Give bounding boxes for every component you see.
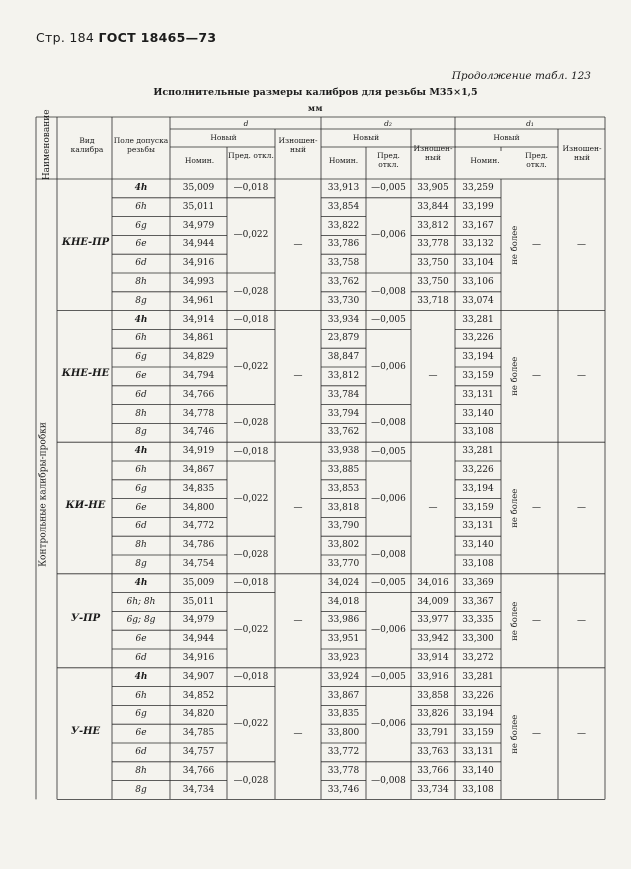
d-deviation: —0,022 [233,719,269,730]
col-d-dev [227,152,275,161]
d1-nominal: 33,131 [462,747,494,757]
col-d-nominal: Номин. [184,156,215,165]
d2-deviation: —0,006 [371,493,406,504]
tolerance-cell: 6d [135,389,147,400]
d2-nominal: 33,730 [327,295,360,306]
d2-worn: 33,858 [417,690,449,701]
d-nominal: 34,993 [182,277,215,287]
col-tol [113,137,169,154]
tolerance-cell: 8h [135,408,147,419]
d2-deviation: —0,005 [371,315,406,325]
d-worn-dash: — [293,239,303,250]
d1-nominal: 33,131 [462,521,494,532]
d1-nominal: 33,226 [462,690,494,701]
d-nominal: 34,772 [182,521,215,532]
d-nominal: 35,011 [182,596,215,607]
d2-nominal: 33,835 [327,709,360,720]
gauge-kind: У-НЕ [70,725,101,737]
d2-nominal: 33,762 [327,277,360,287]
table-continuation: Продолжение табл. 123 [451,70,591,82]
d2-worn: 33,916 [417,671,449,682]
tolerance-cell: 8g [135,427,147,438]
col-d1: d₁ [526,119,534,128]
col-d-worn [275,137,321,154]
d-nominal: 34,944 [182,634,215,645]
d-nominal: 34,979 [182,615,215,626]
d-deviation: —0,022 [233,362,269,372]
d-nominal: 34,916 [182,258,215,269]
d1-nominal: 33,108 [462,427,494,438]
tolerance-cell: 4h [134,577,148,588]
d1-nominal: 33,226 [462,333,494,344]
standard-code: ГОСТ 18465—73 [98,30,217,45]
col-d1-dev-label: Пред. откл. [525,151,548,169]
d2-nominal: 33,818 [327,502,360,513]
d-nominal: 34,754 [182,559,215,569]
tolerance-cell: 8g [135,784,147,795]
tolerance-cell: 6g [135,483,147,494]
d1-nominal: 33,272 [462,653,494,663]
d2-nominal: 33,854 [327,201,360,212]
d2-worn-dash: — [428,371,438,382]
d2-nominal: 33,951 [327,634,360,645]
table-title: Исполнительные размеры калибров для резьбы М35×1,5 [153,87,478,98]
d2-worn: 33,826 [417,709,449,720]
d2-deviation: —0,005 [371,446,406,457]
d2-nominal: 23,879 [327,333,360,344]
d2-nominal: 33,867 [327,690,360,701]
d-nominal: 34,979 [182,220,215,231]
d1-nominal: 33,335 [462,615,494,626]
tolerance-cell: 4h [134,183,148,193]
d2-nominal: 33,786 [327,239,360,250]
d-deviation: —0,018 [233,578,269,589]
d1-nominal: 33,108 [462,559,494,569]
tolerance-cell: 6e [135,502,147,513]
d2-nominal: 33,794 [327,408,360,419]
not-more-label: не более [509,714,520,754]
d2-worn: 33,766 [417,765,449,776]
d2-deviation: —0,005 [371,578,406,589]
d-deviation: —0,028 [233,418,269,429]
d1-nominal: 33,199 [462,201,494,212]
d2-nominal: 33,770 [327,559,360,569]
d2-nominal: 33,778 [327,765,360,776]
col-name: Наименование [41,109,52,181]
tolerance-cell: 6g [135,709,147,720]
d1-deviation-dash: — [532,503,541,513]
col-d: d [243,119,249,128]
d2-worn: 33,763 [417,747,449,757]
d1-nominal: 33,106 [462,277,494,287]
d2-deviation: —0,006 [371,625,406,636]
d1-nominal: 33,131 [462,389,494,400]
d2-nominal: 33,812 [327,371,360,381]
d1-worn-dash: — [577,239,586,250]
d-deviation: —0,018 [233,672,269,683]
d2-nominal: 33,986 [327,615,360,626]
d-nominal: 34,778 [182,408,215,419]
col-tol-label: Поле допуска резьбы [113,136,169,154]
col-d1-dev [515,152,558,169]
col-d-new: Новый [210,133,237,142]
d-nominal: 34,867 [182,465,215,475]
d-nominal: 34,852 [182,690,215,701]
tolerance-cell: 6e [135,239,147,250]
d2-nominal: 33,762 [327,427,360,438]
d-nominal: 34,919 [182,446,215,457]
d-nominal: 34,820 [182,709,215,720]
tolerance-cell: 4h [134,446,148,457]
d2-nominal: 33,938 [327,446,360,457]
d2-worn: 33,942 [417,634,449,645]
col-d2-nominal: Номин. [328,156,359,165]
tolerance-cell: 8g [135,559,147,569]
d1-nominal: 33,140 [462,765,494,776]
tolerance-cell: 6e [135,634,147,645]
tolerance-cell: 4h [134,314,148,325]
d-deviation: —0,018 [233,446,269,457]
d2-deviation: —0,008 [371,418,406,429]
d-worn-dash: — [293,503,303,513]
d1-deviation-dash: — [532,615,541,626]
d-nominal: 34,766 [182,389,215,400]
col-d1-nominal: Номин. [470,156,500,165]
d-nominal: 34,944 [182,239,215,250]
d1-nominal: 33,281 [462,446,494,457]
col-d2: d₂ [384,119,392,128]
gauge-kind: КИ-НЕ [65,500,106,511]
d2-deviation: —0,005 [371,672,406,683]
tolerance-cell: 6h [135,465,147,475]
d2-worn: 33,750 [417,258,449,269]
d-nominal: 35,009 [182,183,215,193]
d1-nominal: 33,132 [462,239,494,250]
d-nominal: 34,786 [182,540,215,551]
page-number: Стр. 184 [36,30,95,45]
d2-nominal: 33,802 [327,540,360,551]
d1-nominal: 33,159 [462,728,494,739]
d2-worn: 33,977 [417,615,449,626]
d2-deviation: —0,008 [371,286,406,297]
d1-nominal: 33,140 [462,540,494,551]
tolerance-cell: 8h [135,540,147,551]
d-worn-dash: — [293,371,303,382]
d-nominal: 34,907 [182,671,215,682]
tolerance-cell: 6h; 8h [126,596,156,607]
col-kind-label: Вид калибра [70,136,104,154]
d-nominal: 34,794 [182,371,215,381]
d2-nominal: 33,772 [327,747,360,757]
d-nominal: 35,009 [182,577,215,588]
unit-label: мм [308,103,323,113]
tolerance-cell: 6h [135,201,147,212]
d1-nominal: 33,194 [462,483,494,494]
d-nominal: 34,757 [182,747,215,757]
d2-nominal: 33,934 [327,314,360,325]
d1-deviation-dash: — [532,371,541,382]
d1-nominal: 33,300 [462,634,494,645]
d-nominal: 34,835 [182,483,215,494]
col-d2-dev [366,152,411,169]
d2-deviation: —0,006 [371,230,406,241]
d-worn-dash: — [293,728,303,739]
d-nominal: 34,800 [182,502,215,513]
d-nominal: 34,829 [182,352,215,363]
d1-nominal: 33,281 [462,671,494,682]
tolerance-cell: 4h [134,671,148,682]
tolerance-cell: 8h [135,277,147,287]
d1-nominal: 33,074 [462,295,494,306]
d2-worn: 33,812 [417,220,449,231]
d2-nominal: 33,822 [327,220,360,231]
gauge-kind: У-ПР [70,612,101,624]
d-deviation: —0,022 [233,493,269,504]
gauge-kind: КНЕ-НЕ [61,368,110,380]
d1-nominal: 33,108 [462,784,494,795]
col-d2-dev-label: Пред. откл. [377,151,400,169]
d-nominal: 34,734 [182,784,215,795]
col-kind [62,137,112,154]
tolerance-cell: 6h [135,333,147,344]
d2-deviation: —0,006 [371,362,406,372]
d2-nominal: 38,847 [327,352,360,363]
d2-worn: 33,844 [417,201,449,212]
not-more-label: не более [509,601,520,641]
tolerance-cell: 6e [135,371,147,381]
col-d1-worn [558,145,606,162]
tolerance-cell: 6h [135,690,147,701]
d2-worn: 33,905 [417,183,449,193]
col-d2-worn-label: Изношен-ный [413,144,453,162]
d-deviation: —0,022 [233,625,269,636]
d-nominal: 34,766 [182,765,215,776]
d-nominal: 34,746 [182,427,215,438]
tolerance-cell: 8h [135,765,147,776]
d2-deviation: —0,006 [371,719,406,730]
d1-nominal: 33,194 [462,709,494,720]
col-d2-new: Новый [352,133,380,142]
d2-nominal: 34,018 [327,596,360,607]
d2-deviation: —0,008 [371,775,406,786]
d-deviation: —0,018 [233,183,269,194]
d2-worn: 33,750 [417,277,449,287]
d1-nominal: 33,226 [462,465,494,475]
col-d1-worn-label: Изношен-ный [562,144,602,162]
tolerance-cell: 6e [135,728,147,739]
d-deviation: —0,028 [233,286,269,297]
tolerance-cell: 6g [135,220,147,231]
d2-worn: 33,914 [417,653,449,663]
d2-worn-dash: — [428,503,438,513]
d2-nominal: 33,885 [327,465,360,475]
d2-nominal: 33,924 [327,671,360,682]
tolerance-cell: 6d [135,521,147,532]
d1-worn-dash: — [577,371,586,382]
d2-nominal: 33,790 [327,521,360,532]
d2-deviation: —0,005 [371,183,406,194]
gauge-kind: КНЕ-ПР [61,236,110,248]
d1-worn-dash: — [577,728,586,739]
d1-nominal: 33,369 [462,577,494,588]
d-nominal: 34,914 [182,314,215,325]
tolerance-cell: 6d [135,258,147,269]
d2-worn: 34,016 [417,577,449,588]
d2-worn: 33,778 [417,239,449,250]
tolerance-cell: 6d [135,653,147,663]
d1-nominal: 33,367 [462,596,494,607]
d1-worn-dash: — [577,615,586,626]
d2-nominal: 33,758 [327,258,360,269]
group-label: Контрольные калибры-пробки [38,422,49,567]
tolerance-cell: 8g [135,295,147,306]
not-more-label: не более [509,488,520,528]
d1-nominal: 33,104 [462,258,494,269]
d2-deviation: —0,008 [371,550,406,560]
d-deviation: —0,028 [233,550,269,560]
d-deviation: —0,018 [233,315,269,325]
d1-nominal: 33,140 [462,408,494,419]
not-more-label: не более [509,357,520,397]
d2-worn: 33,718 [417,295,449,306]
d2-nominal: 33,853 [327,483,360,494]
d2-worn: 34,009 [417,596,449,607]
d1-deviation-dash: — [532,728,541,739]
d1-nominal: 33,259 [462,183,494,193]
d-nominal: 34,861 [182,333,215,344]
d2-nominal: 33,923 [327,653,360,663]
d-nominal: 35,011 [182,201,215,212]
d1-nominal: 33,281 [462,314,494,325]
d-worn-dash: — [293,615,303,626]
d2-nominal: 33,784 [327,389,360,400]
not-more-label: не более [509,225,520,265]
d-nominal: 34,961 [182,295,215,306]
d-deviation: —0,028 [233,775,269,786]
d1-nominal: 33,159 [462,502,494,513]
col-d-dev-label: Пред. откл. [228,151,274,160]
d2-nominal: 33,800 [327,728,360,739]
d1-nominal: 33,194 [462,352,494,363]
d2-worn: 33,791 [417,728,449,739]
d-nominal: 34,785 [182,728,215,739]
col-d-worn-label: Изношен-ный [278,136,318,154]
d-deviation: —0,022 [233,230,269,241]
d1-nominal: 33,159 [462,371,494,381]
tolerance-cell: 6g [135,352,147,363]
d1-worn-dash: — [577,503,586,513]
col-d1-new: Новый [493,133,520,142]
d1-nominal: 33,167 [462,220,494,231]
d2-nominal: 34,024 [327,577,360,588]
d2-nominal: 33,913 [327,183,360,193]
d1-deviation-dash: — [532,239,541,250]
d2-worn: 33,734 [417,784,449,795]
d2-nominal: 33,746 [327,784,360,795]
tolerance-cell: 6d [135,747,147,757]
tolerance-cell: 6g; 8g [126,615,156,626]
d-nominal: 34,916 [182,653,215,663]
col-d2-worn [411,145,455,162]
